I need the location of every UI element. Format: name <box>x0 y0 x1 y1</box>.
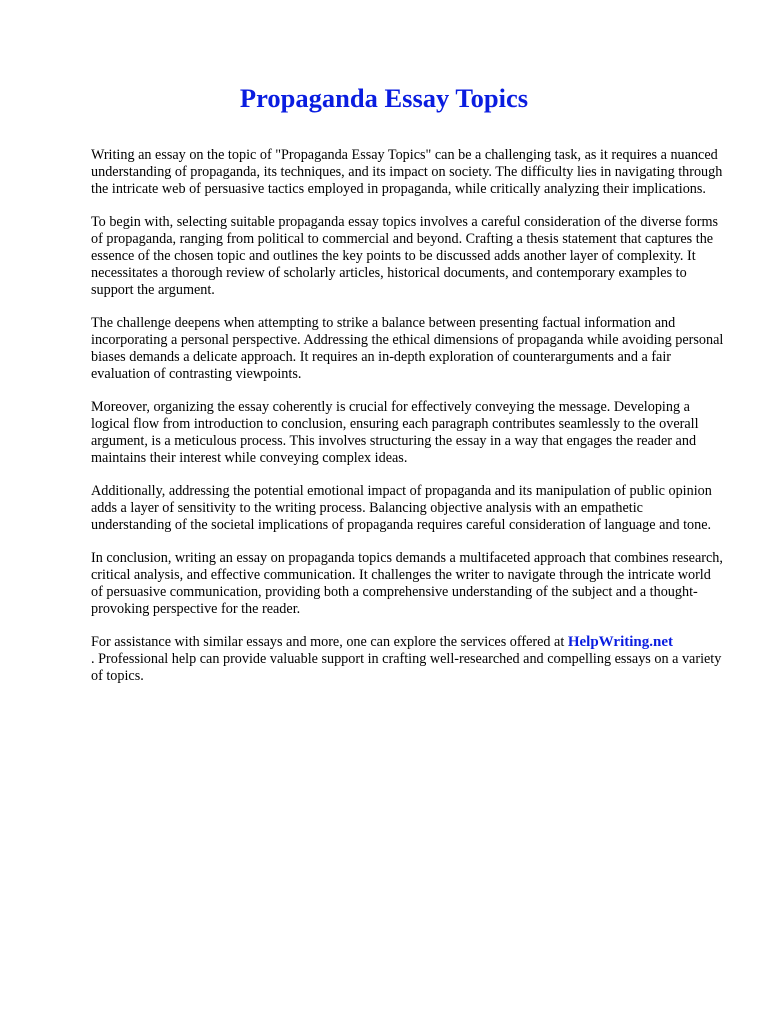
paragraph-conclusion: In conclusion, writing an essay on propaganda topics demands a multifaceted approach that combines research, critical analysis, and effective communication. It challenges the writer to navigate through the intricate world of persuasive communication, providing both a comprehensive understanding of the subject and a thought-provoking perspective for the reader. <box>91 550 723 617</box>
paragraph-challenge: The challenge deepens when attempting to strike a balance between presenting factual information and incorporating a personal perspective. Addressing the ethical dimensions of propaganda while avoiding personal biases demands a delicate approach. It requires an in-depth exploration of counterarguments and a fair evaluation of contrasting viewpoints. <box>91 315 724 382</box>
assistance-text-after: . Professional help can provide valuable support in crafting well-researched and compelling essays on a variety of topics. <box>91 651 722 684</box>
helpwriting-link[interactable]: HelpWriting.net <box>567 634 673 650</box>
document-body <box>91 147 724 685</box>
paragraph-intro: Writing an essay on the topic of "Propaganda Essay Topics" can be a challenging task, as it requires a nuanced understanding of propaganda, its techniques, and its impact on society. The difficulty lies in navigating through the intricate web of persuasive tactics employed in propaganda, while critically analyzing their implications. <box>91 147 723 197</box>
paragraph-organization: Moreover, organizing the essay coherently is crucial for effectively conveying the message. Developing a logical flow from introduction to conclusion, ensuring each paragraph contributes seamlessly to the overall argument, is a meticulous process. This involves structuring the essay in a way that engages the reader and maintains their interest while conveying complex ideas. <box>91 399 699 466</box>
paragraph-topic-selection: To begin with, selecting suitable propaganda essay topics involves a careful consideration of the diverse forms of propaganda, ranging from political to commercial and beyond. Crafting a thesis statement that captures the essence of the chosen topic and outlines the key points to be discussed adds another layer of complexity. It necessitates a thorough review of scholarly articles, historical documents, and contemporary examples to support the argument. <box>91 214 719 298</box>
assistance-text-before: For assistance with similar essays and more, one can explore the services offered at <box>91 634 568 650</box>
document-title: Propaganda Essay Topics <box>239 83 529 113</box>
paragraph-emotional-impact: Additionally, addressing the potential emotional impact of propaganda and its manipulation of public opinion adds a layer of sensitivity to the writing process. Balancing objective analysis with an empathetic understanding of the societal implications of propaganda requires careful consideration of language and tone. <box>91 483 712 533</box>
paragraph-assistance <box>91 634 724 685</box>
